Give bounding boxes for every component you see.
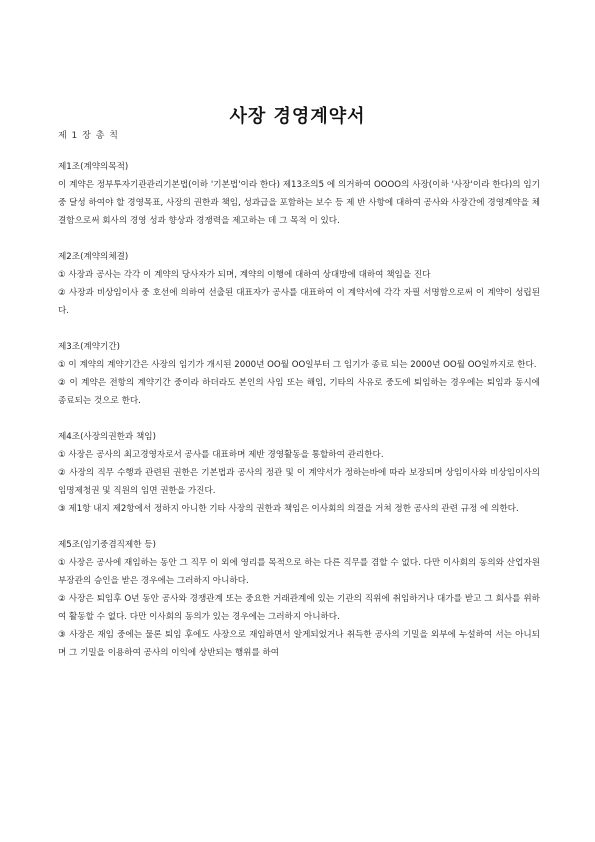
chapter-heading: 제 1 장 총 칙 bbox=[58, 131, 119, 141]
article-paragraph: ② 사장의 직무 수행과 관련된 권한은 기본법과 공사의 정관 및 이 계약서가 정하는바에 따라 보장되며 상임이사와 비상임이사의 임명제청권 및 직원의 임면 권한을 가진다. bbox=[58, 468, 540, 496]
article-paragraph: ① 사장은 공사의 최고경영자로서 공사를 대표하며 제반 경영활동을 통할하여 관리한다. bbox=[58, 450, 384, 460]
article-1 bbox=[58, 158, 540, 230]
article-paragraph: ① 사장과 공사는 각각 이 계약의 당사자가 되며, 계약의 이행에 대하여 상대방에 대하여 책임을 진다 bbox=[58, 270, 431, 280]
article-paragraph: ② 사장과 비상임이사 중 호선에 의하여 선출된 대표자가 공사를 대표하여 이 계약서에 각각 자필 서명함으로써 이 계약이 성립된다. bbox=[58, 288, 540, 316]
article-paragraph: ③ 사장은 재임 중에는 물론 퇴임 후에도 사장으로 재임하면서 알게되었거나 취득한 공사의 기밀을 외부에 누설하여 서는 아니되며 그 기밀을 이용하여 공사의 이익에 상반되는 행위를 하여 bbox=[58, 630, 540, 658]
article-paragraph: 이 계약은 정부투자기관관리기본법(이하 '기본법'이라 한다) 제13조의5 에 의거하여 OOOO의 사장(이하 '사장'이라 한다)의 임기중 달성 하여야 할 경영목표, 사장의 권한과 책임, 성과급을 포함하는 보수 등 제 반 사항에 대하여 공사와 사장간에 경영계약을 체결함으로써 회사의 경영 성과 향상과 경쟁력을 제고하는 데 그 목적 이 있다. bbox=[58, 180, 540, 226]
article-5 bbox=[58, 536, 540, 662]
article-heading: 제4조(사장의권한과 책임) bbox=[58, 432, 156, 442]
article-heading: 제1조(계약의목적) bbox=[58, 162, 129, 172]
article-paragraph: ① 이 계약의 계약기간은 사장의 임기가 개시된 2000년 OO월 OO일부터 그 임기가 종료 되는 2000년 OO월 OO일까지로 한다. bbox=[58, 360, 537, 370]
article-paragraph: ② 이 계약은 전항의 계약기간 중이라 하더라도 본인의 사임 또는 해임, 기타의 사유로 중도에 퇴임하는 경우에는 퇴임과 동시에 종료되는 것으로 한다. bbox=[58, 378, 540, 406]
article-3 bbox=[58, 338, 540, 410]
document-title: 사장 경영계약서 bbox=[229, 106, 366, 127]
article-4 bbox=[58, 428, 540, 518]
article-paragraph: ③ 제1항 내지 제2항에서 정하지 아니한 기타 사장의 권한과 책임은 이사회의 의결을 거쳐 정한 공사의 관련 규정 에 의한다. bbox=[58, 504, 519, 514]
article-paragraph: ① 사장은 공사에 재임하는 동안 그 직무 이 외에 영리를 목적으로 하는 다른 직무를 겸할 수 없다. 다만 이사회의 동의와 산업자원부장관의 승인을 받은 경우에는 그러하지 아니하다. bbox=[58, 558, 540, 586]
article-heading: 제5조(임기중겸직제한 등) bbox=[58, 540, 156, 550]
article-heading: 제3조(계약기간) bbox=[58, 342, 120, 352]
document-body bbox=[58, 158, 540, 680]
article-heading: 제2조(계약의체결) bbox=[58, 252, 129, 262]
article-paragraph: ② 사장은 퇴임후 O년 동안 공사와 경쟁관계 또는 중요한 거래관계에 있는 기관의 직위에 취임하거나 대가를 받고 그 회사를 위하여 활동할 수 없다. 다만 이사회의 동의가 있는 경우에는 그러하지 아니하다. bbox=[58, 594, 540, 622]
article-2 bbox=[58, 248, 540, 320]
